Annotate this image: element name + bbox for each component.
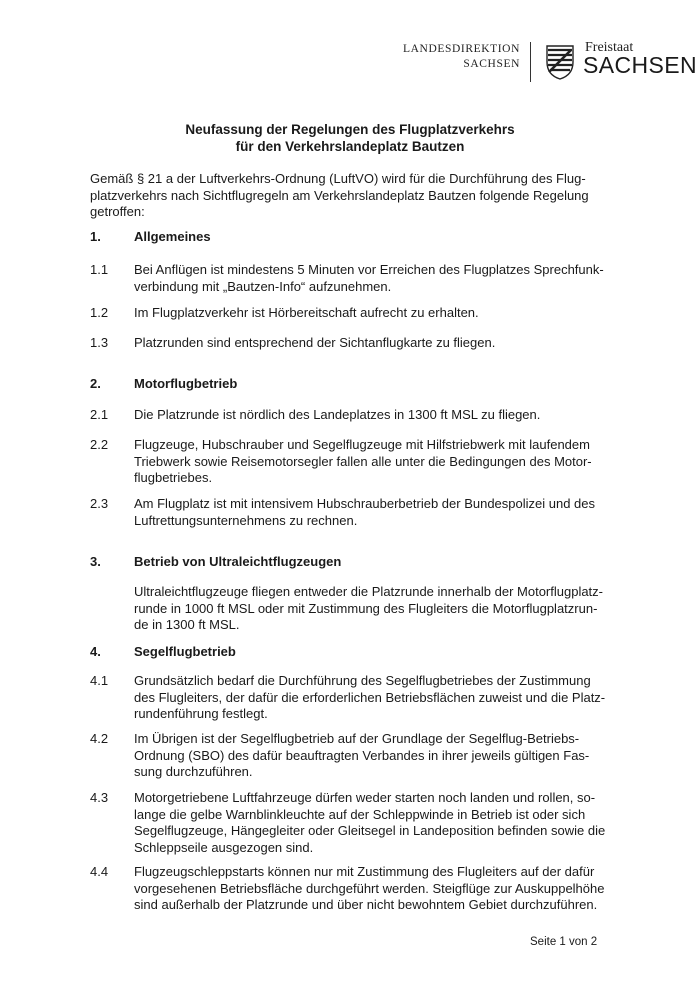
item-number: 1.1 (90, 262, 109, 277)
item-line: lange die gelbe Warnblinkleuchte auf der Schleppwinde in Betrieb ist oder sich (134, 806, 586, 822)
agency-name (403, 42, 520, 72)
title-line-2: für den Verkehrslandeplatz Bautzen (235, 139, 465, 154)
item-text (134, 305, 602, 322)
item-line: flugbetriebes. (134, 470, 213, 485)
intro-paragraph (90, 171, 602, 221)
item-number: 2.3 (90, 496, 109, 511)
item-line: verbindung mit „Bautzen-Info“ aufzunehmen. (134, 278, 392, 294)
agency-line-1: LANDESDIREKTION (403, 43, 520, 55)
item-text (134, 790, 606, 856)
item-text (134, 496, 602, 529)
item-line: Triebwerk sowie Reisemotorsegler fallen alle unter die Bedingungen des Motor- (134, 453, 592, 469)
item-line: Luftrettungsunternehmens zu rechnen. (134, 512, 358, 528)
item-number: 4.3 (90, 790, 109, 805)
item-line: Flugzeugschleppstarts können nur mit Zustimmung des Flugleiters auf der dafür (134, 864, 595, 879)
item-line: Im Übrigen ist der Segelflugbetrieb auf der Grundlage der Segelflug-Betriebs- (134, 731, 580, 746)
section-number: 2. (90, 376, 101, 391)
section-heading: Allgemeines (134, 229, 211, 244)
document-title (90, 121, 610, 155)
item-number: 2.1 (90, 407, 109, 422)
item-text (134, 731, 602, 781)
section-number: 3. (90, 554, 101, 569)
item-line: vorgesehenen Betriebsfläche durchgeführt werden. Steigflüge zur Auskuppelhöhe (134, 880, 605, 896)
section-heading: Motorflugbetrieb (134, 376, 238, 391)
item-line: Motorgetriebene Luftfahrzeuge dürfen weder starten noch landen und rollen, so- (134, 790, 596, 805)
section-body (134, 584, 602, 634)
item-line: Flugzeuge, Hubschrauber und Segelflugzeuge mit Hilfstriebwerk mit laufendem (134, 437, 590, 452)
title-line-1: Neufassung der Regelungen des Flugplatzverkehrs (185, 122, 515, 137)
section-heading: Segelflugbetrieb (134, 644, 236, 659)
item-number: 4.4 (90, 864, 109, 879)
item-text (134, 864, 605, 914)
intro-line: Gemäß § 21 a der Luftverkehrs-Ordnung (LuftVO) wird für die Durchführung des Flug- (90, 171, 586, 186)
body-line: runde in 1000 ft MSL oder mit Zustimmung des Flugleiters die Motorflugplatzrun- (134, 600, 598, 616)
state-label-big: SACHSEN (583, 52, 697, 78)
section-number: 4. (90, 644, 101, 659)
section-heading: Betrieb von Ultraleichtflugzeugen (134, 554, 342, 569)
item-number: 1.2 (90, 305, 109, 320)
item-line: Im Flugplatzverkehr ist Hörbereitschaft aufrecht zu erhalten. (134, 305, 479, 320)
item-text (134, 262, 602, 295)
item-line: des Flugleiters, der dafür die erforderlichen Betriebsflächen zuweist und die Platz- (134, 689, 606, 705)
item-line: Die Platzrunde ist nördlich des Landeplatzes in 1300 ft MSL zu fliegen. (134, 407, 541, 422)
item-text (134, 673, 606, 723)
item-number: 1.3 (90, 335, 109, 350)
item-line: rundenführung festlegt. (134, 706, 268, 721)
item-text (134, 335, 602, 352)
item-line: Schleppseile ausgezogen sind. (134, 839, 314, 855)
item-text (134, 437, 602, 487)
item-line: Am Flugplatz ist mit intensivem Hubschrauberbetrieb der Bundespolizei und des (134, 496, 596, 511)
item-line: Ordnung (SBO) des dafür beauftragten Verbandes in ihrer jeweils gültigen Fas- (134, 747, 590, 763)
item-line: Segelflugzeuge, Hängegleiter oder Gleitsegel in Landeposition befinden sowie die (134, 823, 606, 838)
agency-line-2: SACHSEN (463, 58, 520, 70)
header-divider (530, 42, 531, 82)
section-number: 1. (90, 229, 101, 244)
state-label-small: Freistaat (585, 40, 634, 55)
body-line: Ultraleichtflugzeuge fliegen entweder die Platzrunde innerhalb der Motorflugplatz- (134, 584, 603, 599)
coat-of-arms-icon (545, 42, 575, 80)
intro-line: platzverkehrs nach Sichtflugregeln am Verkehrslandeplatz Bautzen folgende Regelung (90, 187, 589, 203)
body-line: de in 1300 ft MSL. (134, 617, 240, 632)
item-number: 2.2 (90, 437, 109, 452)
item-line: sung durchzuführen. (134, 764, 253, 779)
intro-line: getroffen: (90, 204, 145, 219)
item-line: Bei Anflügen ist mindestens 5 Minuten vor Erreichen des Flugplatzes Sprechfunk- (134, 262, 604, 277)
item-line: Platzrunden sind entsprechend der Sichtanflugkarte zu fliegen. (134, 335, 496, 350)
item-line: sind außerhalb der Platzrunde und über nicht bewohntem Gebiet durchzuführen. (134, 897, 598, 912)
item-line: Grundsätzlich bedarf die Durchführung des Segelflugbetriebes der Zustimmung (134, 673, 591, 688)
page-number: Seite 1 von 2 (530, 936, 598, 948)
item-text (134, 407, 602, 424)
item-number: 4.1 (90, 673, 109, 688)
item-number: 4.2 (90, 731, 109, 746)
